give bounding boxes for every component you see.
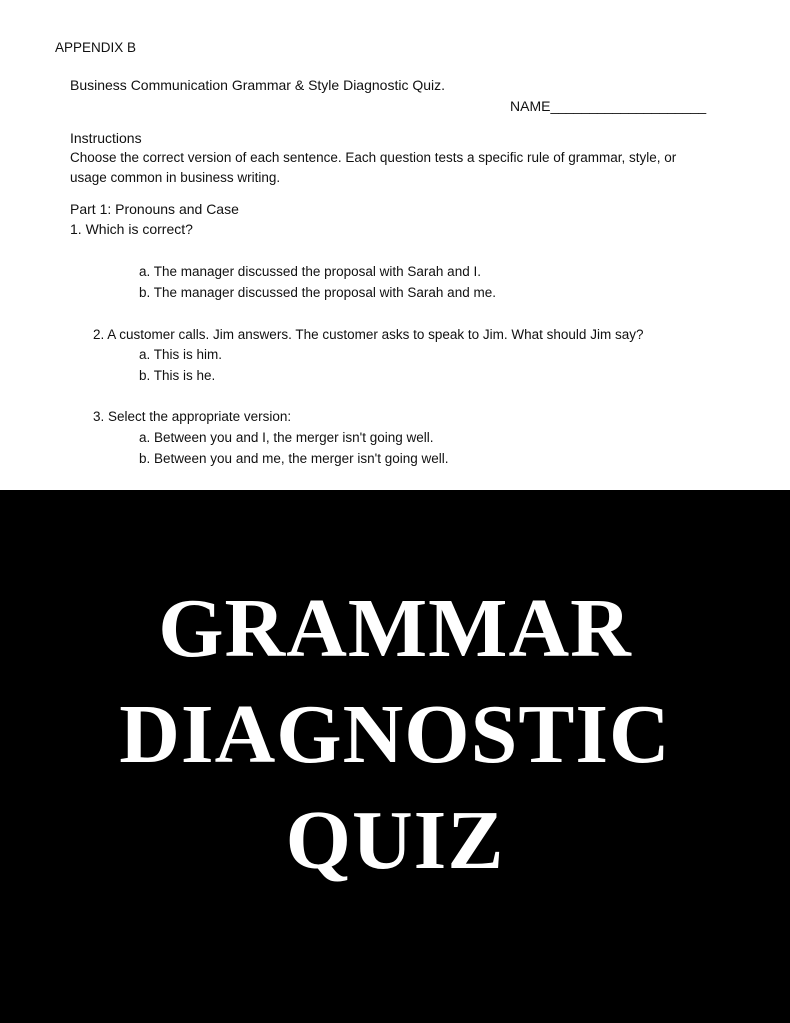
appendix-label: APPENDIX B — [55, 40, 137, 55]
question-3-option-b: b. Between you and me, the merger isn't going well. — [139, 451, 449, 466]
question-3-option-a: a. Between you and I, the merger isn't going well. — [139, 430, 434, 445]
quiz-title: Business Communication Grammar & Style Diagnostic Quiz. — [70, 77, 446, 93]
question-1-option-a: a. The manager discussed the proposal with Sarah and I. — [139, 264, 481, 279]
cover-title-line-1: GRAMMAR — [158, 582, 632, 675]
cover-title-line-2: DIAGNOSTIC — [119, 688, 671, 781]
question-1-prompt: 1. Which is correct? — [70, 221, 193, 237]
question-2-option-a: a. This is him. — [139, 347, 223, 362]
cover-banner — [0, 490, 790, 1023]
quiz-document — [0, 0, 790, 490]
question-2-option-b: b. This is he. — [139, 368, 216, 383]
name-field: NAME____________________ — [510, 98, 707, 114]
instructions-text-line-2: usage common in business writing. — [70, 170, 281, 185]
part-1-heading: Part 1: Pronouns and Case — [70, 201, 239, 217]
instructions-text-line-1: Choose the correct version of each sentence. Each question tests a specific rule of grammar, style, or — [70, 150, 677, 165]
cover-title-line-3: QUIZ — [285, 794, 505, 887]
question-1-option-b: b. The manager discussed the proposal with Sarah and me. — [139, 285, 496, 300]
question-3-prompt: 3. Select the appropriate version: — [93, 409, 292, 424]
instructions-heading: Instructions — [70, 130, 142, 146]
question-2-prompt: 2. A customer calls. Jim answers. The customer asks to speak to Jim. What should Jim say? — [93, 327, 644, 342]
cover-title — [0, 576, 790, 894]
